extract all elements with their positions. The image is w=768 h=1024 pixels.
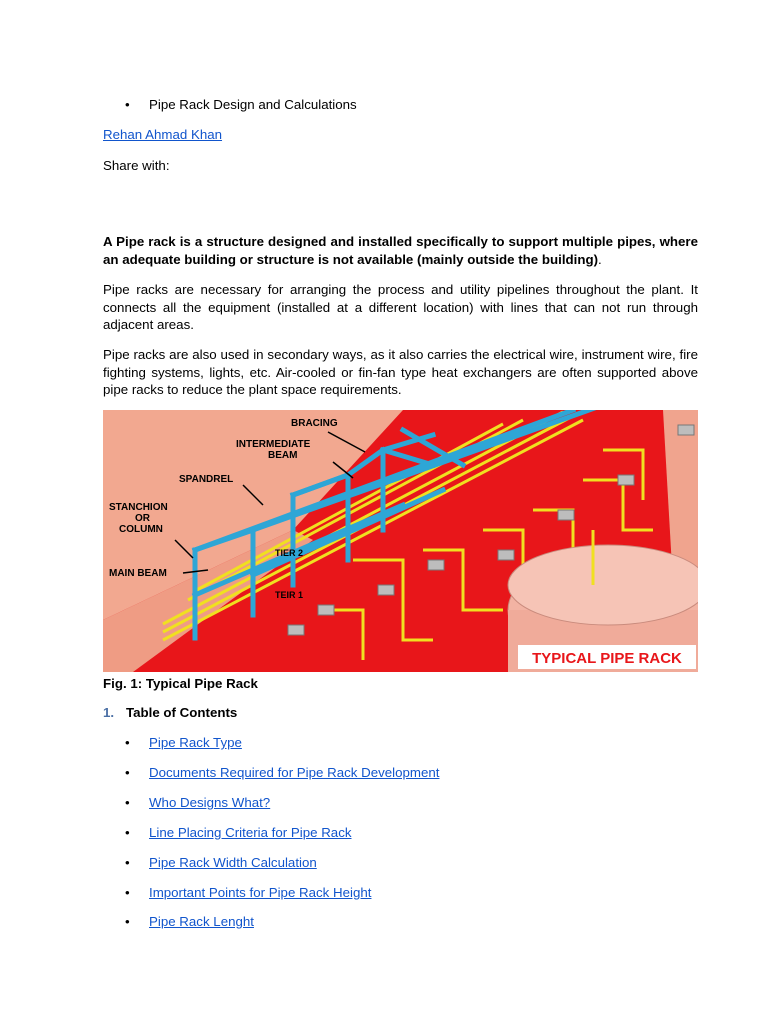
toc-heading: Table of Contents bbox=[126, 705, 238, 720]
bullet-icon: • bbox=[125, 825, 130, 840]
bullet-icon: • bbox=[125, 855, 130, 870]
toc-link[interactable]: Pipe Rack Lenght bbox=[149, 914, 254, 929]
top-bullet-text: Pipe Rack Design and Calculations bbox=[149, 97, 357, 112]
label-main-beam: MAIN BEAM bbox=[109, 568, 167, 579]
toc-link[interactable]: Important Points for Pipe Rack Height bbox=[149, 885, 372, 900]
label-intermediate-1: INTERMEDIATE bbox=[236, 439, 311, 450]
bullet-icon: • bbox=[125, 885, 130, 900]
bullet-icon: • bbox=[125, 795, 130, 810]
toc-link[interactable]: Who Designs What? bbox=[149, 795, 271, 810]
label-stanchion-1: STANCHION bbox=[109, 502, 168, 513]
toc-link[interactable]: Pipe Rack Width Calculation bbox=[149, 855, 317, 870]
share-label: Share with: bbox=[103, 158, 170, 173]
toc-link[interactable]: Line Placing Criteria for Pipe Rack bbox=[149, 825, 352, 840]
pipe-rack-figure bbox=[103, 410, 698, 672]
intro-bold-text: A Pipe rack is a structure designed and installed specifically to support multiple pipes, where an adequate building or structure is not available (mainly outside the building) bbox=[103, 234, 698, 267]
paragraph-1: Pipe racks are necessary for arranging the process and utility pipelines throughout the plant. It connects all the equipment (installed at a different location) with lines that can not run through adjacent areas. bbox=[103, 282, 698, 332]
banner-text: TYPICAL PIPE RACK bbox=[532, 650, 682, 667]
label-intermediate-2: BEAM bbox=[268, 450, 298, 461]
label-tier-2: TIER 2 bbox=[275, 548, 304, 558]
figure-caption: Fig. 1: Typical Pipe Rack bbox=[103, 676, 258, 691]
intro-tail: . bbox=[598, 251, 602, 267]
bullet-icon: • bbox=[125, 765, 130, 780]
intro-paragraph bbox=[103, 233, 698, 268]
bullet-icon: • bbox=[125, 914, 130, 929]
label-tier-1: TEIR 1 bbox=[275, 590, 304, 600]
label-bracing: BRACING bbox=[291, 418, 338, 429]
label-spandrel: SPANDREL bbox=[179, 474, 234, 485]
toc-link[interactable]: Documents Required for Pipe Rack Development bbox=[149, 765, 440, 780]
label-stanchion-3: COLUMN bbox=[119, 524, 163, 535]
bullet-icon: • bbox=[125, 735, 130, 750]
paragraph-2: Pipe racks are also used in secondary ways, as it also carries the electrical wire, instrument wire, fire fighting systems, lights, etc. Air-cooled or fin-fan type heat exchangers are often supported above pipe racks to reduce the plant space requirements. bbox=[103, 347, 698, 397]
author-link[interactable]: Rehan Ahmad Khan bbox=[103, 127, 223, 142]
toc-number: 1. bbox=[103, 705, 115, 720]
bullet-icon: • bbox=[125, 97, 130, 112]
label-stanchion-2: OR bbox=[135, 513, 150, 524]
toc-link[interactable]: Pipe Rack Type bbox=[149, 735, 242, 750]
